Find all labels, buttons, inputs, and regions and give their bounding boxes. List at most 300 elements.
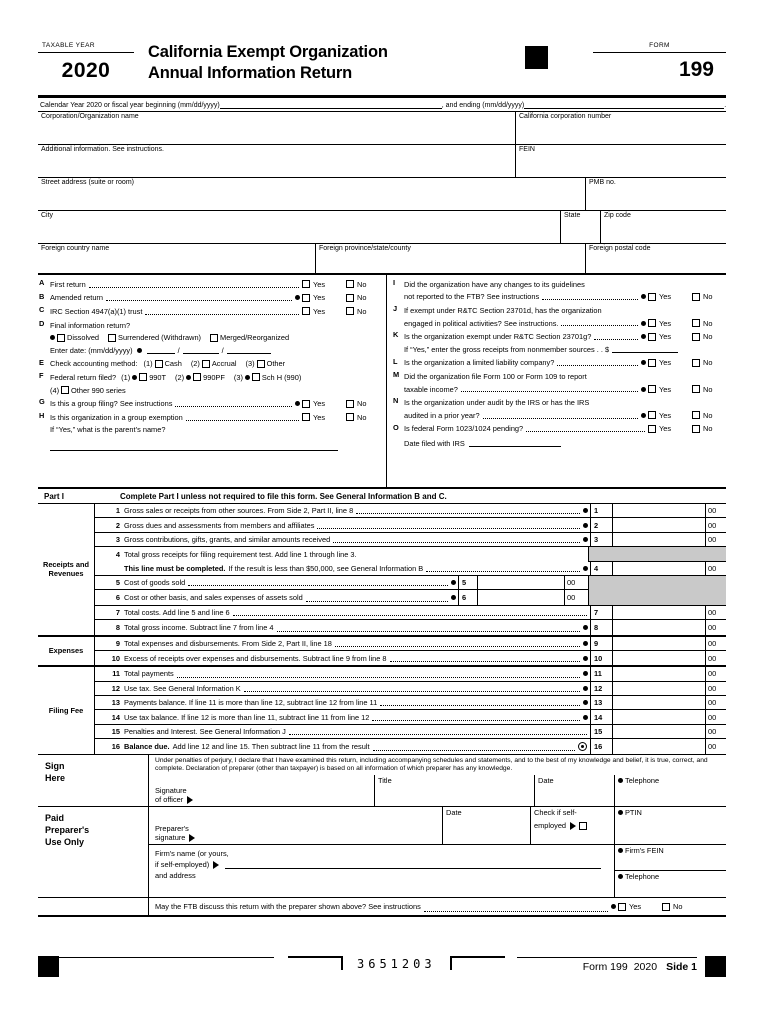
line-text: Total expenses and disbursements. From Side 2, Part II, line 18	[124, 638, 332, 648]
line-text: Gross contributions, gifts, grants, and similar amounts received	[124, 534, 331, 544]
line-number: 14	[111, 712, 120, 722]
fein-field[interactable]: FEIN	[515, 145, 726, 177]
dot-leader	[277, 631, 580, 632]
line-text: Payments balance. If line 11 is more than line 12, subtract line 12 from line 11	[124, 698, 378, 708]
footer-form-year: 2020	[633, 961, 658, 973]
other-method-checkbox[interactable]	[257, 360, 265, 368]
question-letter: A	[39, 278, 45, 287]
line-number: 4	[115, 549, 120, 559]
ftb-discuss-row	[38, 897, 726, 915]
dot-leader	[356, 513, 580, 514]
part1-header	[38, 489, 726, 504]
no-label: No	[673, 902, 683, 912]
no-checkbox[interactable]	[346, 413, 354, 421]
city-field[interactable]: City	[41, 212, 54, 219]
yes-checkbox[interactable]	[648, 385, 656, 393]
line-number-box: 10	[590, 651, 613, 665]
question-D	[38, 319, 380, 357]
question-text: Federal return filed?	[50, 372, 117, 382]
calendar-year-line	[38, 98, 726, 111]
part1-line-9	[95, 637, 726, 651]
bullet-icon	[295, 401, 300, 406]
form-number: 199	[678, 58, 714, 81]
bullet-icon	[583, 625, 588, 630]
ca-corp-number-field[interactable]: California corporation number	[515, 112, 726, 144]
question-letter: H	[39, 410, 45, 420]
dot-leader	[426, 571, 580, 572]
question-text: Check accounting method:	[50, 359, 138, 369]
yes-label: Yes	[313, 293, 326, 303]
no-checkbox[interactable]	[692, 411, 700, 419]
scan-anchor-square	[38, 956, 59, 977]
question-letter: D	[39, 318, 45, 328]
line-text: Total gross income. Subtract line 7 from line 4	[124, 622, 274, 632]
option-number: (4)	[50, 385, 60, 395]
self-employed-cell	[530, 807, 614, 844]
question-J	[392, 304, 726, 329]
dot-leader	[594, 339, 638, 340]
question-letter: B	[39, 291, 45, 301]
shaded-cell	[588, 576, 726, 605]
bullet-icon	[295, 295, 300, 300]
firm-name-label: Firm's name (or yours,	[155, 849, 229, 859]
dot-leader	[289, 734, 587, 735]
yes-checkbox[interactable]	[302, 413, 310, 421]
option-label: Dissolved	[67, 333, 100, 343]
option-label: Other 990 series	[71, 385, 126, 395]
dot-leader	[89, 287, 299, 288]
no-label: No	[357, 412, 367, 422]
option-label: Merged/Reorganized	[220, 333, 290, 343]
question-text: First return	[50, 279, 86, 289]
preparer-telephone-cell[interactable]	[615, 871, 726, 882]
cents-label: 00	[705, 518, 726, 531]
date-filed-label: Date filed with IRS	[404, 438, 465, 448]
corner-bracket-icon	[288, 956, 343, 970]
bullet-icon	[618, 778, 623, 783]
no-label: No	[703, 358, 713, 368]
slash: /	[177, 345, 180, 355]
line-number-box: 5	[458, 576, 478, 589]
yes-checkbox[interactable]	[648, 293, 656, 301]
pmb-field[interactable]: PMB no.	[585, 178, 726, 210]
no-checkbox[interactable]	[692, 425, 700, 433]
additional-info-field[interactable]: Additional information. See instructions.	[41, 146, 164, 153]
date-month-field[interactable]	[147, 346, 175, 354]
firm-name-cell[interactable]	[149, 845, 614, 897]
date-filed-field[interactable]	[469, 439, 561, 447]
sign-here-section	[38, 755, 726, 807]
line-text: Excess of receipts over expenses and disbursements. Subtract line 9 from line 8	[124, 653, 387, 663]
no-checkbox[interactable]	[692, 319, 700, 327]
form-title-line2: Annual Information Return	[148, 63, 352, 82]
no-label: No	[703, 384, 713, 394]
dot-leader	[106, 300, 292, 301]
part1-instruction: Complete Part I unless not required to file this form. See General Information B and C.	[120, 492, 447, 501]
no-checkbox[interactable]	[346, 294, 354, 302]
yes-checkbox[interactable]	[648, 333, 656, 341]
part1-line-7	[95, 606, 726, 620]
line-text: Total costs. Add line 5 and line 6	[124, 607, 230, 617]
part1-line-16	[95, 739, 726, 753]
bullet-icon	[641, 387, 646, 392]
bullet-icon	[583, 508, 588, 513]
officer-title-cell[interactable]: Title	[374, 775, 534, 806]
self-employed-checkbox[interactable]	[579, 822, 587, 830]
signature-label: of officer	[155, 795, 184, 805]
self-employed-label: Check if self-	[534, 808, 577, 818]
bullet-icon	[618, 848, 623, 853]
field-row	[38, 112, 726, 145]
amount-field-6[interactable]	[478, 590, 564, 604]
amount-field-16[interactable]	[613, 739, 705, 753]
line-number: 2	[115, 520, 120, 530]
990pf-checkbox[interactable]	[193, 373, 201, 381]
dissolved-checkbox[interactable]	[57, 334, 65, 342]
dot-leader	[557, 365, 638, 366]
cents-label: 00	[564, 576, 588, 589]
question-text: Did the organization file Form 100 or Form 109 to report	[404, 371, 587, 381]
question-H	[38, 411, 380, 453]
no-checkbox[interactable]	[692, 293, 700, 301]
question-F	[38, 371, 380, 396]
taxable-year-label: TAXABLE YEAR	[38, 40, 134, 53]
zip-field[interactable]: Zip code	[600, 211, 726, 243]
amount-field-2[interactable]	[613, 518, 705, 531]
question-B	[38, 292, 380, 305]
firm-name-label: if self-employed)	[155, 860, 210, 870]
paid-preparer-label: Paid Preparer's Use Only	[38, 807, 149, 897]
schh-checkbox[interactable]	[252, 373, 260, 381]
dot-leader	[335, 646, 580, 647]
line-number: 6	[115, 593, 120, 603]
amount-field-12[interactable]	[613, 682, 705, 695]
question-letter: L	[393, 356, 398, 366]
amount-field-7[interactable]	[613, 606, 705, 619]
question-G	[38, 397, 380, 410]
amount-field-13[interactable]	[613, 696, 705, 709]
part1-line-4	[95, 547, 726, 576]
question-text: Is the organization exempt under R&TC Section 23701g?	[404, 332, 592, 342]
question-letter: O	[393, 422, 399, 432]
cash-checkbox[interactable]	[155, 360, 163, 368]
bullet-icon	[583, 715, 588, 720]
no-checkbox[interactable]	[692, 385, 700, 393]
990t-checkbox[interactable]	[139, 373, 147, 381]
option-number: (2)	[190, 359, 200, 369]
officer-date-cell[interactable]: Date	[534, 775, 614, 806]
no-checkbox[interactable]	[662, 903, 670, 911]
part1-lines-5-6	[95, 576, 726, 606]
line-number: 7	[115, 607, 120, 617]
line-number-box: 7	[590, 606, 613, 619]
no-checkbox[interactable]	[692, 359, 700, 367]
form-title-line1: California Exempt Organization	[148, 43, 388, 61]
bullet-icon	[618, 810, 623, 815]
yes-checkbox[interactable]	[648, 359, 656, 367]
bullet-icon	[583, 566, 588, 571]
line-text: Penalties and Interest. See General Information J	[124, 727, 286, 737]
yes-label: Yes	[659, 358, 672, 368]
footer-side-label: Side 1	[666, 961, 697, 973]
dot-leader	[424, 911, 608, 912]
dot-leader	[526, 431, 645, 432]
bullet-icon	[583, 641, 588, 646]
line-number: 5	[115, 578, 120, 588]
amount-field-10[interactable]	[613, 651, 705, 665]
surrendered-checkbox[interactable]	[108, 334, 116, 342]
part1-line-14	[95, 710, 726, 724]
question-M	[392, 370, 726, 395]
yes-checkbox[interactable]	[648, 425, 656, 433]
option-number: (3)	[245, 359, 255, 369]
yes-label: Yes	[659, 332, 672, 342]
yes-label: Yes	[659, 424, 672, 434]
no-label: No	[357, 279, 367, 289]
form-barcode-number: 3651203	[357, 957, 436, 971]
part1-line-12	[95, 682, 726, 696]
firm-name-field[interactable]	[225, 861, 601, 869]
line-number-box: 3	[590, 533, 613, 546]
no-checkbox[interactable]	[346, 307, 354, 315]
amount-field-9[interactable]	[613, 637, 705, 650]
amount-field-14[interactable]	[613, 710, 705, 723]
form-number-box	[593, 40, 726, 82]
filing-fee-sidebar-label: Filing Fee	[38, 667, 95, 753]
bullet-icon	[641, 294, 646, 299]
cents-label: 00	[705, 606, 726, 619]
yes-checkbox[interactable]	[618, 903, 626, 911]
yes-checkbox[interactable]	[302, 307, 310, 315]
option-label: Cash	[164, 359, 182, 369]
cents-label: 00	[564, 590, 588, 604]
arrow-right-icon	[187, 796, 193, 804]
part1-line-13	[95, 696, 726, 710]
receipts-sidebar-label: Receipts and Revenues	[38, 504, 95, 635]
officer-signature-cell[interactable]	[149, 775, 374, 806]
field-row	[38, 211, 726, 244]
part1-line-2	[95, 518, 726, 532]
line-text: Total payments	[124, 669, 174, 679]
question-text: engaged in political activities? See instructions.	[404, 318, 559, 328]
accrual-checkbox[interactable]	[202, 360, 210, 368]
line-number-box: 8	[590, 620, 613, 634]
street-address-field[interactable]: Street address (suite or room)	[41, 179, 134, 186]
merged-checkbox[interactable]	[210, 334, 218, 342]
line-number: 9	[115, 638, 120, 648]
footer-rule	[59, 957, 274, 958]
no-checkbox[interactable]	[692, 333, 700, 341]
line-number: 13	[111, 698, 120, 708]
questions-right-column	[386, 275, 726, 487]
line-number-box: 6	[458, 590, 478, 604]
cents-label: 00	[705, 725, 726, 738]
question-letter: F	[39, 371, 44, 381]
field-row	[38, 145, 726, 178]
line-number: 12	[111, 683, 120, 693]
question-letter: M	[393, 370, 400, 380]
no-checkbox[interactable]	[346, 280, 354, 288]
cents-label: 00	[705, 533, 726, 546]
yes-checkbox[interactable]	[648, 411, 656, 419]
question-C	[38, 305, 380, 318]
fiscal-end-field[interactable]	[524, 101, 727, 109]
no-label: No	[703, 332, 713, 342]
question-text: Did the organization have any changes to its guidelines	[404, 279, 585, 289]
state-field[interactable]: State	[560, 211, 600, 243]
question-E	[38, 358, 380, 371]
line-number-box: 9	[590, 637, 613, 650]
expenses-section	[38, 637, 726, 668]
line-text: Cost of goods sold	[124, 578, 186, 588]
line-text-bold: Balance due.	[124, 741, 170, 751]
dot-leader	[542, 299, 638, 300]
cents-label: 00	[705, 710, 726, 723]
question-K	[392, 330, 726, 355]
telephone-label: Telephone	[625, 776, 660, 786]
line-text: Use tax balance. If line 12 is more than line 11, subtract line 11 from line 12	[124, 712, 370, 722]
yes-label: Yes	[313, 412, 326, 422]
yes-checkbox[interactable]	[302, 294, 310, 302]
line-number-box: 15	[590, 725, 613, 738]
line-text: If the result is less than $50,000, see General Information B	[228, 563, 424, 573]
dot-leader	[175, 406, 292, 407]
shaded-cell	[588, 547, 726, 561]
question-letter: K	[393, 330, 399, 340]
no-checkbox[interactable]	[346, 400, 354, 408]
calendar-text-3: .	[724, 102, 727, 109]
other-990-checkbox[interactable]	[61, 386, 69, 394]
question-letter: E	[39, 357, 44, 367]
calendar-text-2: , and ending (mm/dd/yyyy)	[441, 102, 525, 109]
bullet-icon	[641, 413, 646, 418]
line-number: 3	[115, 534, 120, 544]
date-year-field[interactable]	[227, 346, 271, 354]
part1-line-6	[95, 590, 588, 604]
bullet-icon	[583, 671, 588, 676]
amount-field-4[interactable]	[613, 562, 705, 575]
cents-label: 00	[705, 682, 726, 695]
bullet-icon	[50, 335, 55, 340]
question-letter: N	[393, 396, 399, 406]
form-label: FORM	[593, 40, 726, 53]
part1-title: Part I	[44, 492, 65, 501]
expenses-sidebar-label: Expenses	[38, 637, 95, 666]
yes-checkbox[interactable]	[302, 400, 310, 408]
cents-label: 00	[705, 562, 726, 575]
question-L	[392, 357, 726, 370]
bullet-icon	[245, 375, 250, 380]
yes-checkbox[interactable]	[302, 280, 310, 288]
corporation-name-field[interactable]: Corporation/Organization name	[41, 113, 139, 120]
bullet-icon	[132, 375, 137, 380]
dot-leader	[317, 528, 580, 529]
receipts-section	[38, 504, 726, 637]
form-header	[38, 40, 726, 95]
bullet-icon	[641, 334, 646, 339]
preparer-signature-cell[interactable]	[149, 807, 442, 844]
yes-label: Yes	[313, 306, 326, 316]
part1-line-11	[95, 667, 726, 681]
officer-telephone-cell[interactable]	[614, 775, 726, 806]
no-label: No	[357, 306, 367, 316]
amount-field-1[interactable]	[613, 504, 705, 517]
amount-field-5[interactable]	[478, 576, 564, 589]
ptin-cell[interactable]	[614, 807, 726, 844]
line-text: Use tax. See General Information K	[124, 683, 241, 693]
question-text: IRC Section 4947(a)(1) trust	[50, 306, 143, 316]
preparer-date-cell[interactable]: Date	[442, 807, 530, 844]
nonmember-receipts-field[interactable]	[612, 345, 678, 353]
filing-fee-section	[38, 667, 726, 754]
amount-field-11[interactable]	[613, 667, 705, 680]
preparer-signature-label: signature	[155, 833, 186, 843]
telephone-label: Telephone	[625, 872, 660, 882]
part1-line-1	[95, 504, 726, 518]
yes-checkbox[interactable]	[648, 319, 656, 327]
no-label: No	[703, 318, 713, 328]
line-number: 1	[115, 506, 120, 516]
question-text: taxable income?	[404, 384, 458, 394]
parent-name-field[interactable]	[50, 443, 338, 451]
target-bullet-icon	[578, 742, 587, 751]
question-text: Final information return?	[50, 320, 131, 330]
amount-field-8[interactable]	[613, 620, 705, 634]
foreign-country-field[interactable]: Foreign country name	[41, 245, 110, 252]
line-number-box: 14	[590, 710, 613, 723]
perjury-statement: Under penalties of perjury, I declare that I have examined this return, including accompanying schedules and statements, and to the best of my knowledge and belief, it is true, correct, and complete. Declaration of preparer (other than taxpayer) is based on all information of which preparer has any knowledge.	[155, 756, 708, 773]
dot-leader	[373, 750, 575, 751]
calendar-text-1: Calendar Year 2020 or fiscal year beginning (mm/dd/yyyy)	[40, 102, 220, 109]
foreign-province-field[interactable]: Foreign province/state/county	[315, 244, 585, 273]
bullet-icon	[583, 523, 588, 528]
form-title	[134, 40, 525, 83]
option-number: (1)	[121, 372, 131, 382]
arrow-right-icon	[213, 861, 219, 869]
paid-preparer-section	[38, 807, 726, 897]
firm-fein-label: Firm's FEIN	[625, 846, 664, 856]
dot-leader	[372, 720, 580, 721]
amount-field-3[interactable]	[613, 533, 705, 546]
nonmember-receipts-label: If “Yes,” enter the gross receipts from nonmember sources . . $	[404, 344, 610, 354]
dot-leader	[244, 691, 580, 692]
enter-date-label: Enter date: (mm/dd/yyyy)	[50, 345, 133, 355]
dot-leader	[561, 325, 638, 326]
fiscal-begin-field[interactable]	[220, 101, 442, 109]
dot-leader	[333, 542, 580, 543]
amount-field-15[interactable]	[613, 725, 705, 738]
scan-anchor-square	[525, 46, 548, 69]
line-text: Total gross receipts for filing requirement test. Add line 1 through line 3.	[124, 549, 357, 559]
identification-fields	[38, 111, 726, 273]
dot-leader	[177, 677, 580, 678]
option-label: 990PF	[203, 372, 225, 382]
part1-line-15	[95, 725, 726, 739]
cents-label: 00	[705, 667, 726, 680]
firm-fein-cell[interactable]	[615, 845, 726, 871]
taxable-year-value: 2020	[61, 59, 111, 82]
no-label: No	[703, 424, 713, 434]
dot-leader	[188, 585, 448, 586]
line-text-bold: This line must be completed.	[124, 563, 226, 573]
question-text: Is federal Form 1023/1024 pending?	[404, 424, 524, 434]
signature-block	[38, 755, 726, 917]
date-day-field[interactable]	[183, 346, 219, 354]
foreign-postal-field[interactable]: Foreign postal code	[585, 244, 726, 273]
question-letter: C	[39, 305, 45, 315]
corner-bracket-icon	[450, 956, 505, 970]
line-number: 15	[111, 727, 120, 737]
